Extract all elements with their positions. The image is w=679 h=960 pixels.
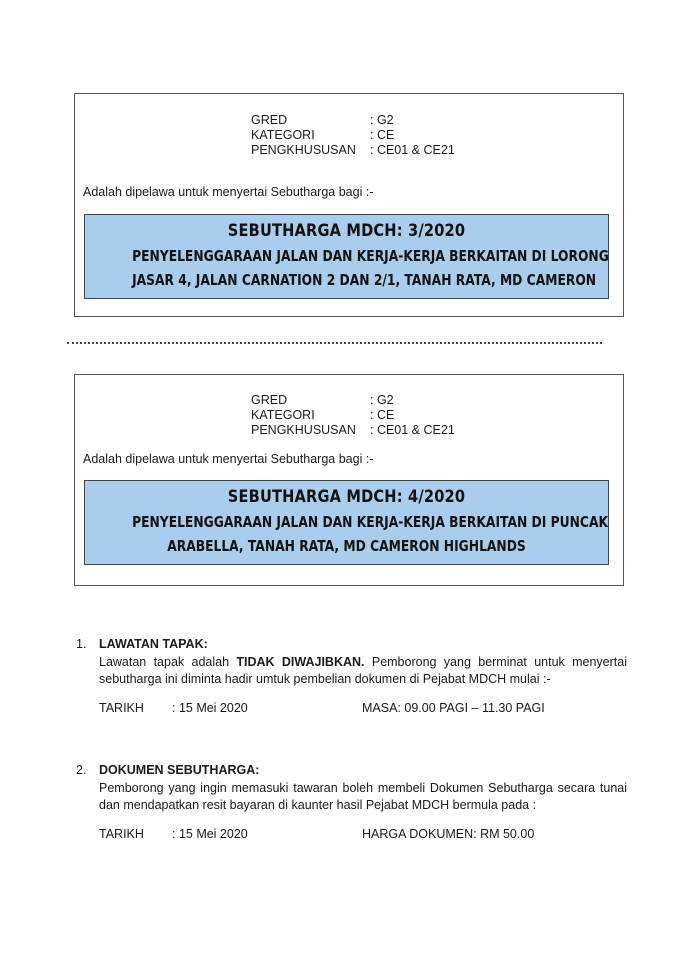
section-heading: DOKUMEN SEBUTHARGA: xyxy=(99,763,260,777)
section-number: 2. xyxy=(76,763,87,777)
meta-row-pengkhususan xyxy=(251,423,455,438)
section-number: 1. xyxy=(76,637,87,651)
meta-key: KATEGORI xyxy=(251,408,315,422)
meta-row-gred xyxy=(251,113,455,128)
meta-key: KATEGORI xyxy=(251,128,315,142)
price-value: HARGA DOKUMEN: RM 50.00 xyxy=(362,827,535,841)
date-row xyxy=(99,827,534,841)
meta-key: GRED xyxy=(251,113,288,127)
invite-text: Adalah dipelawa untuk menyertai Sebutharga bagi :- xyxy=(83,185,374,199)
tender-meta-1 xyxy=(251,113,455,158)
meta-value: : G2 xyxy=(370,393,394,407)
meta-key: PENGKHUSUSAN xyxy=(251,423,356,437)
meta-value: : G2 xyxy=(370,113,394,127)
tender-title: SEBUTHARGA MDCH: 3/2020 xyxy=(227,221,466,241)
meta-key: PENGKHUSUSAN xyxy=(251,143,356,157)
tender-notice-box-2 xyxy=(74,374,624,586)
meta-row-kategori xyxy=(251,128,455,143)
section-dokumen-sebutharga xyxy=(76,763,628,853)
section-paragraph: Pemborong yang ingin memasuki tawaran boleh membeli Dokumen Sebutharga secara tunai dan mendapatkan resit bayaran di kaunter hasil Pejabat MDCH bermula pada : xyxy=(99,781,627,812)
meta-row-kategori xyxy=(251,408,455,423)
para-text: Lawatan tapak adalah xyxy=(99,655,237,669)
divider-dotted xyxy=(67,342,602,344)
section-heading: LAWATAN TAPAK: xyxy=(99,637,208,651)
meta-value: : CE xyxy=(370,408,395,422)
tender-line-1: PENYELENGGARAAN JALAN DAN KERJA-KERJA BERKAITAN DI LORONG xyxy=(132,247,609,265)
time-value: MASA: 09.00 PAGI – 11.30 PAGI xyxy=(362,701,545,715)
para-bold-text: TIDAK DIWAJIBKAN. xyxy=(236,655,365,669)
tender-line-2: JASAR 4, JALAN CARNATION 2 DAN 2/1, TANAH RATA, MD CAMERON xyxy=(132,271,597,289)
tender-title-banner-2 xyxy=(84,480,609,565)
date-row xyxy=(99,701,545,715)
tender-meta-2 xyxy=(251,393,455,438)
meta-row-pengkhususan xyxy=(251,143,455,158)
meta-value: : CE01 & CE21 xyxy=(370,423,455,437)
date-label: TARIKH xyxy=(99,701,144,715)
section-paragraph xyxy=(99,654,627,688)
date-label: TARIKH xyxy=(99,827,144,841)
tender-line-1: PENYELENGGARAAN JALAN DAN KERJA-KERJA BERKAITAN DI PUNCAK xyxy=(132,513,609,531)
meta-row-gred xyxy=(251,393,455,408)
meta-value: : CE xyxy=(370,128,395,142)
invite-text: Adalah dipelawa untuk menyertai Sebutharga bagi :- xyxy=(83,452,374,466)
date-value: : 15 Mei 2020 xyxy=(172,827,248,841)
section-lawatan-tapak xyxy=(76,637,628,727)
tender-line-2: ARABELLA, TANAH RATA, MD CAMERON HIGHLANDS xyxy=(167,537,526,555)
meta-key: GRED xyxy=(251,393,288,407)
tender-notice-box-1 xyxy=(74,93,624,317)
meta-value: : CE01 & CE21 xyxy=(370,143,455,157)
para-text: Pemborong yang berminat untuk menyertai sebutharga ini diminta hadir umtuk pembelian dokumen di Pejabat MDCH mulai :- xyxy=(99,655,627,686)
date-value: : 15 Mei 2020 xyxy=(172,701,248,715)
tender-title-banner-1 xyxy=(84,214,609,299)
tender-title: SEBUTHARGA MDCH: 4/2020 xyxy=(227,487,466,507)
